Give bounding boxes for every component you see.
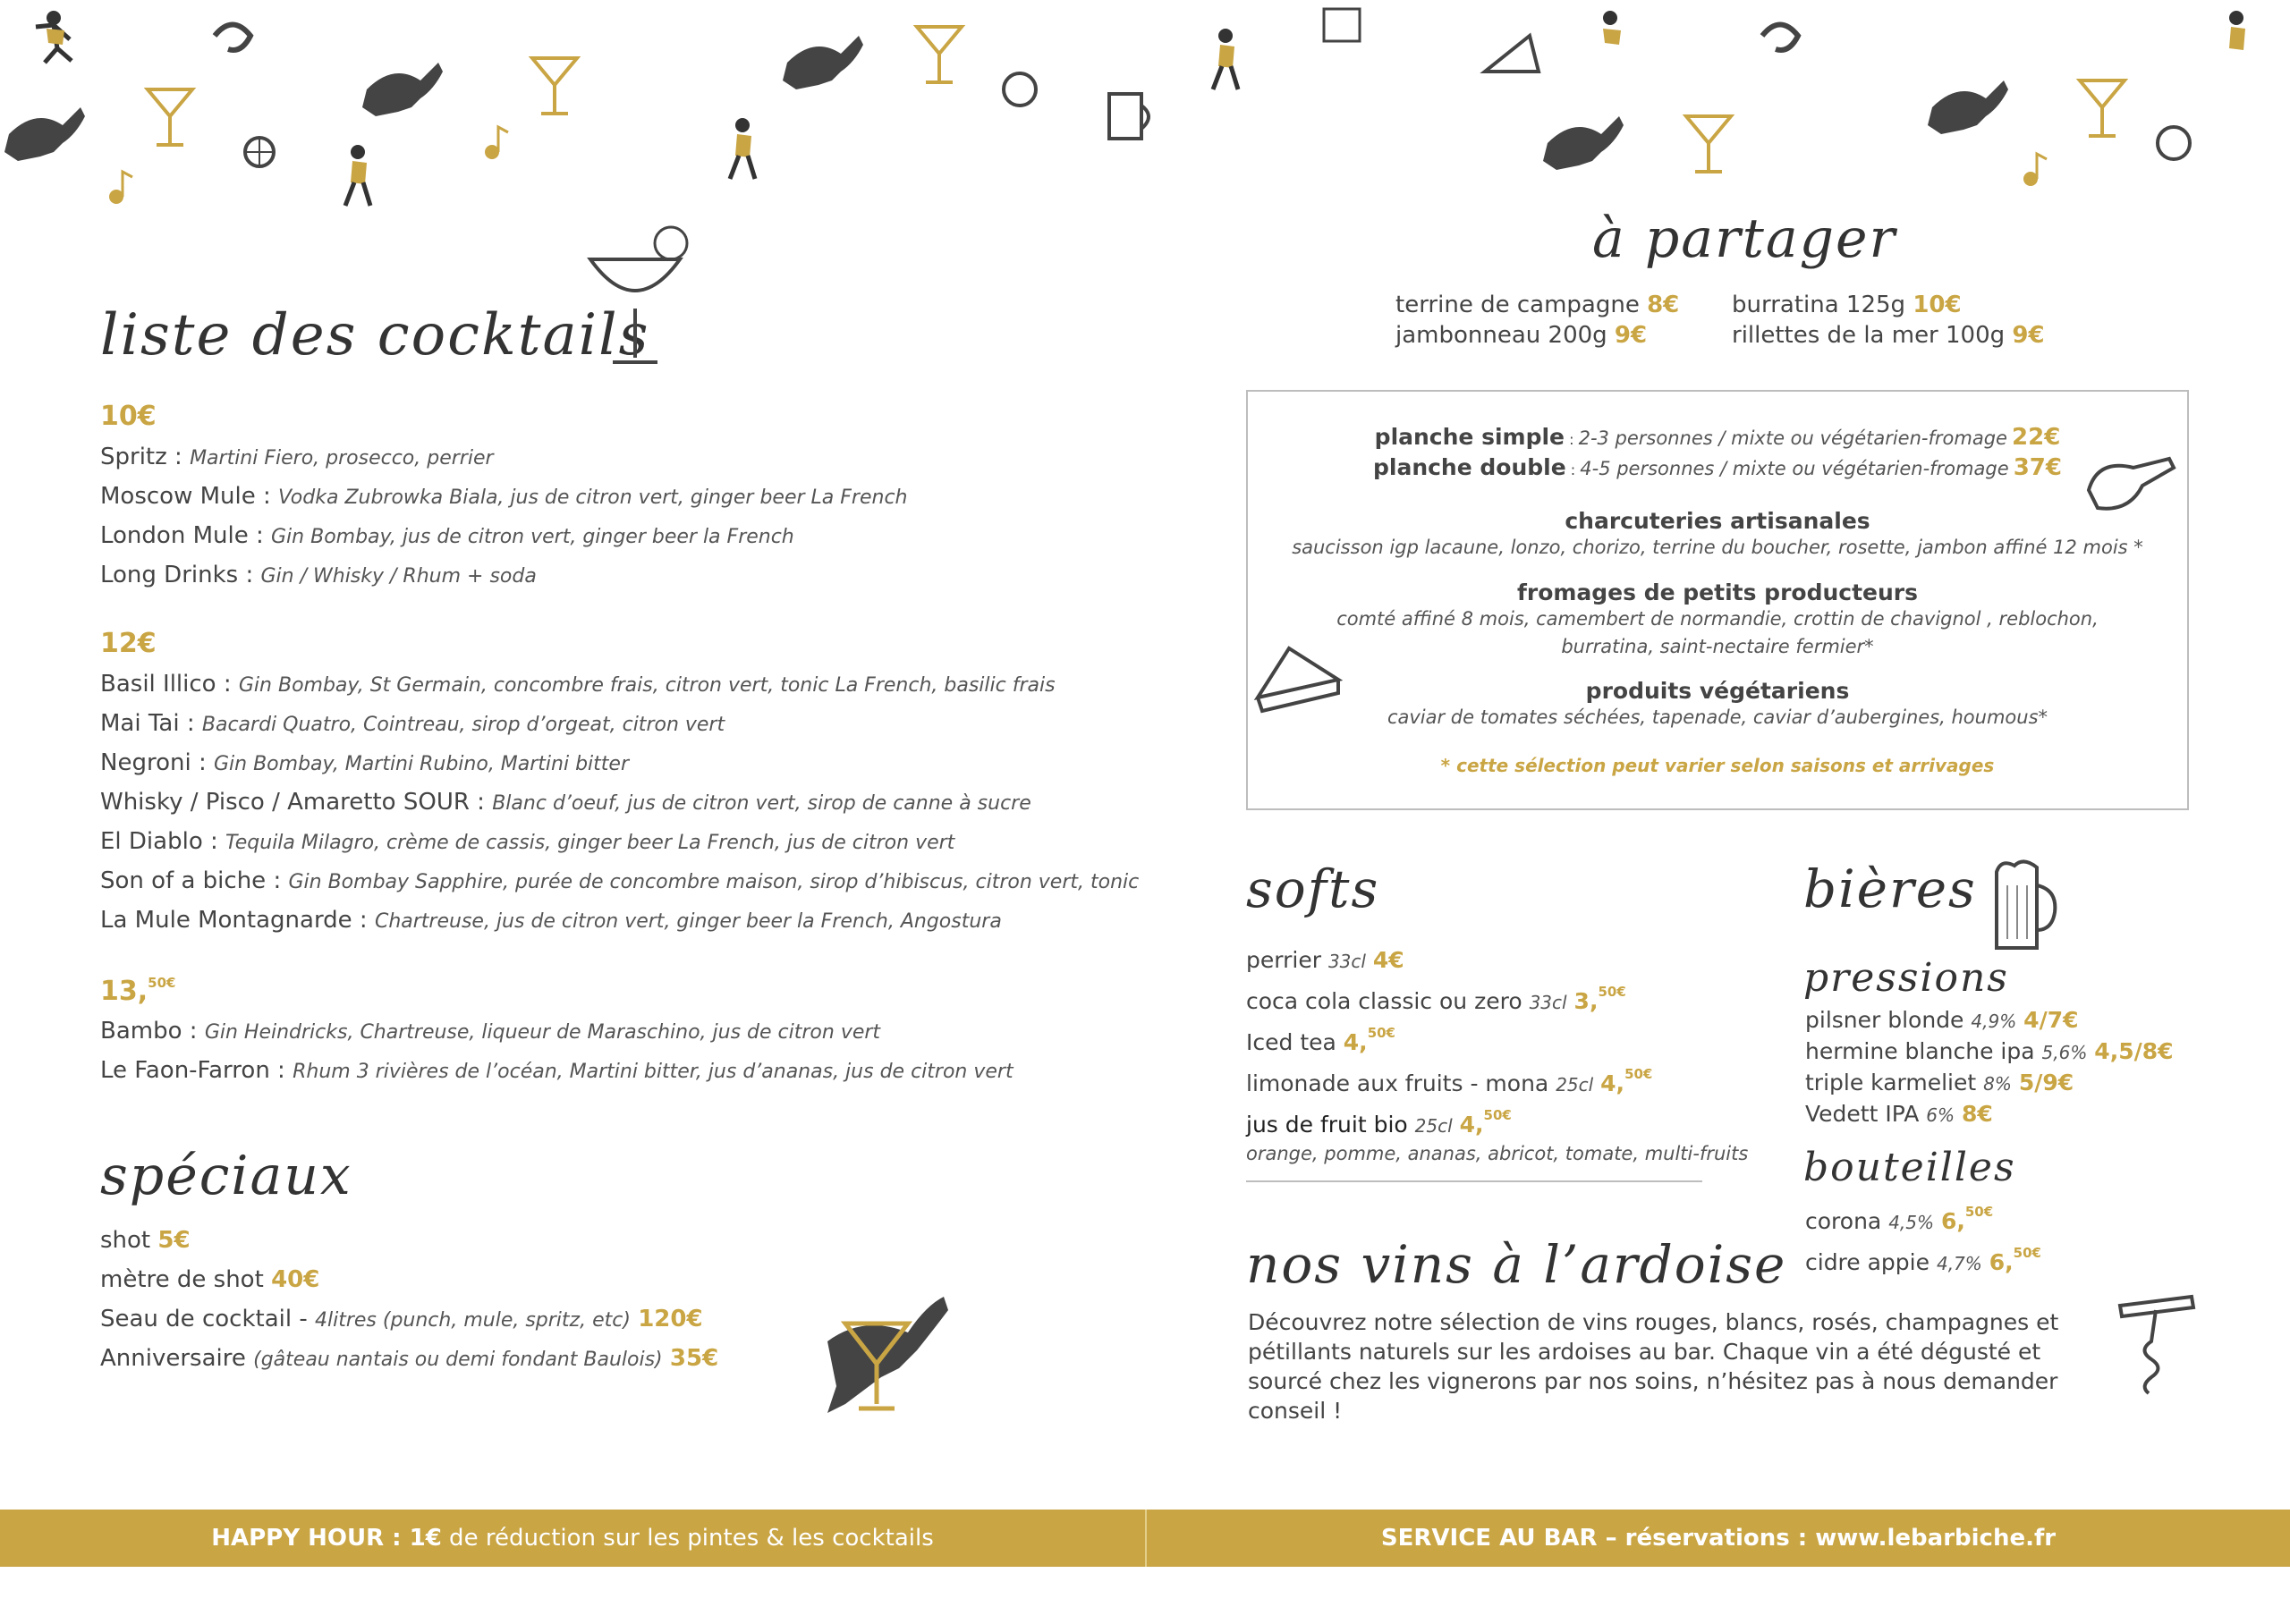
price-group-12: 12€	[100, 628, 157, 659]
beer-mug-icon	[1109, 94, 1149, 139]
cocktail-name: El Diablo	[100, 828, 203, 855]
lemon-icon	[245, 138, 274, 166]
partager-price: 9€	[1614, 322, 1648, 349]
soft-name: Iced tea	[1246, 1029, 1336, 1055]
special-price: 40€	[271, 1266, 320, 1293]
bottle-abv: 4,7%	[1936, 1253, 1982, 1274]
cocktail-list-10	[100, 438, 907, 596]
bottle-price: 6,	[1989, 1249, 2014, 1275]
soft-price: 4,	[1459, 1112, 1484, 1138]
juice-flavors: orange, pomme, ananas, abricot, tomate, multi-fruits	[1246, 1143, 1749, 1164]
cocktail-item: Whisky / Pisco / Amaretto SOUR : Blanc d’oeuf, jus de citron vert, sirop de canne à sucre	[100, 789, 1031, 816]
deer-icon	[1543, 116, 1624, 170]
partager-item	[1395, 322, 1647, 349]
lemon-icon	[2158, 127, 2190, 159]
partager-name: burratina 125g	[1732, 292, 1906, 318]
partager-price: 9€	[2012, 322, 2045, 349]
cocktail-desc: Bacardi Quatro, Cointreau, sirop d’orgeat, citron vert	[201, 714, 725, 736]
section-line: comté affiné 8 mois, camembert de normandie, crottin de chavignol , reblochon,	[1336, 608, 2099, 630]
happy-hour-text: de réduction sur les pintes & les cocktails	[441, 1525, 934, 1552]
beer-mug-icon	[1988, 859, 2059, 957]
planche-double: planche double : 4-5 personnes / mixte ou végétarien-fromage 37€	[1372, 454, 2062, 481]
special-name: mètre de shot	[100, 1266, 264, 1293]
cocktail-desc: Gin Bombay, jus de citron vert, ginger beer la French	[271, 526, 794, 548]
music-note-icon	[109, 172, 132, 204]
soft-item	[1246, 977, 1748, 1018]
soft-size: 33cl	[1327, 951, 1366, 972]
softs-list	[1246, 935, 1748, 1166]
cocktail-item: Mai Tai : Bacardi Quatro, Cointreau, sirop d’orgeat, citron vert	[100, 710, 725, 737]
special-item	[100, 1261, 718, 1300]
beer-price: 5/9€	[2018, 1070, 2074, 1095]
deer-martini-icon	[810, 1288, 962, 1422]
beer-item	[1805, 1099, 2174, 1130]
special-name: shot	[100, 1227, 151, 1254]
cocktail-name: Bambo	[100, 1018, 182, 1045]
cocktail-item: Spritz : Martini Fiero, prosecco, perrier	[100, 444, 494, 470]
vins-text: Découvrez notre sélection de vins rouges, blancs, rosés, champagnes et pétillants naturels sur les ardoises au bar. Chaque vin a été dégusté et sourcé chez les vignerons par nos soins, n’hésitez pas à nous demander conseil !	[1248, 1309, 2059, 1424]
charcuteries-section	[1248, 508, 2187, 562]
soft-cents: 50€	[1483, 1107, 1512, 1123]
cocktail-item: Le Faon-Farron : Rhum 3 rivières de l’océan, Martini bitter, jus d’ananas, jus de citron vert	[100, 1057, 1014, 1084]
beer-name: triple karmeliet	[1805, 1070, 1977, 1095]
cocktail-name: Spritz	[100, 444, 167, 470]
dancer-icon	[345, 145, 370, 206]
partager-title: à partager	[1592, 207, 1897, 270]
shrimp-icon	[1762, 25, 1798, 51]
cocktail-desc: Gin Bombay, St Germain, concombre frais, citron vert, tonic La French, basilic frais	[238, 674, 1056, 697]
lemon-icon	[1004, 73, 1036, 106]
soft-name: jus de fruit bio	[1246, 1112, 1408, 1138]
section-title: charcuteries artisanales	[1565, 508, 1870, 534]
cocktails-title: liste des cocktails	[100, 302, 650, 368]
cocktail-name: London Mule	[100, 522, 249, 549]
fromages-section	[1248, 579, 2187, 661]
cocktail-name: Whisky / Pisco / Amaretto SOUR	[100, 789, 470, 816]
bottle-abv: 4,5%	[1888, 1212, 1934, 1233]
special-name: Anniversaire	[100, 1345, 246, 1372]
soft-size: 25cl	[1414, 1115, 1453, 1137]
cocktail-item: El Diablo : Tequila Milagro, crème de cassis, ginger beer La French, jus de citron vert	[100, 828, 955, 855]
soft-item	[1246, 1018, 1748, 1059]
dancer-icon	[1213, 29, 1238, 89]
reservation-link[interactable]: – réservations : www.lebarbiche.fr	[1597, 1525, 2057, 1552]
cocktail-desc: Gin Bombay, Martini Rubino, Martini bitter	[213, 753, 630, 775]
cocktail-item: La Mule Montagnarde : Chartreuse, jus de citron vert, ginger beer la French, Angostura	[100, 907, 1002, 934]
cocktail-desc: Gin Bombay Sapphire, purée de concombre maison, sirop d’hibiscus, citron vert, tonic	[288, 871, 1140, 893]
cocktail-desc: Rhum 3 rivières de l’océan, Martini bitter, jus d’ananas, jus de citron vert	[293, 1061, 1014, 1083]
deer-icon	[783, 36, 863, 89]
cocktail-name: Moscow Mule	[100, 483, 256, 510]
cocktail-name: Negroni	[100, 749, 191, 776]
top-decoration	[0, 0, 2290, 233]
price-whole: 13,	[100, 976, 148, 1007]
bottle-cents: 50€	[1964, 1204, 1994, 1220]
footer-bar	[0, 1510, 2290, 1567]
cocktail-item: Basil Illico : Gin Bombay, St Germain, concombre frais, citron vert, tonic La French, basilic frais	[100, 671, 1056, 698]
special-item	[100, 1300, 718, 1340]
cocktail-name: Le Faon-Farron	[100, 1057, 270, 1084]
cocktail-desc: Gin Heindricks, Chartreuse, liqueur de Maraschino, jus de citron vert	[204, 1021, 881, 1044]
shrimp-icon	[215, 25, 250, 51]
section-line: saucisson igp lacaune, lonzo, chorizo, terrine du boucher, rosette, jambon affiné 12 mois *	[1292, 537, 2143, 558]
cocktail-desc: Blanc d’oeuf, jus de citron vert, sirop de canne à sucre	[492, 792, 1031, 815]
planche-simple-desc: 2-3 personnes / mixte ou végétarien-fromage	[1578, 427, 2007, 449]
deer-icon	[4, 107, 85, 161]
cocktail-item: Moscow Mule : Vodka Zubrowka Biala, jus de citron vert, ginger beer La French	[100, 483, 908, 510]
partager-price: 8€	[1647, 292, 1680, 318]
ice-cube-icon	[1324, 9, 1360, 41]
dancer-icon	[730, 118, 755, 179]
ham-icon	[2080, 454, 2178, 517]
soft-price: 4,	[1343, 1029, 1368, 1055]
corkscrew-icon	[2111, 1288, 2201, 1395]
beer-price: 4,5/8€	[2094, 1038, 2174, 1064]
softs-title: softs	[1246, 859, 1380, 919]
cocktail-item: London Mule : Gin Bombay, jus de citron vert, ginger beer la French	[100, 522, 794, 549]
price-cents: 50€	[148, 975, 176, 991]
cocktail-desc: Tequila Milagro, crème de cassis, ginger beer La French, jus de citron vert	[225, 832, 955, 854]
soft-cents: 50€	[1624, 1066, 1653, 1082]
planche-simple: planche simple : 2-3 personnes / mixte ou végétarien-fromage 22€	[1374, 424, 2061, 451]
special-desc: (gâteau nantais ou demi fondant Baulois)	[253, 1349, 663, 1371]
special-price: 35€	[669, 1345, 719, 1372]
special-desc: 4litres (punch, mule, spritz, etc)	[314, 1309, 631, 1332]
vins-divider	[1246, 1180, 1702, 1182]
soft-item	[1246, 1059, 1748, 1100]
cocktail-name: Long Drinks	[100, 562, 239, 588]
speciaux-list	[100, 1222, 718, 1379]
cocktail-item: Long Drinks : Gin / Whisky / Rhum + soda	[100, 562, 537, 588]
happy-hour-banner	[0, 1510, 1145, 1567]
beer-abv: 5,6%	[2041, 1042, 2088, 1063]
bouteilles-list	[1805, 1197, 2041, 1279]
planche-simple-price: 22€	[2012, 424, 2061, 451]
martini-glass-icon	[148, 89, 192, 145]
martini-glass-icon	[532, 58, 577, 114]
beer-item	[1805, 1005, 2174, 1036]
partager-name: jambonneau 200g	[1395, 322, 1607, 349]
soft-size: 33cl	[1529, 992, 1567, 1013]
beer-name: hermine blanche ipa	[1805, 1038, 2035, 1064]
beer-item	[1805, 1036, 2174, 1068]
bouteilles-title: bouteilles	[1803, 1145, 2016, 1190]
cocktail-desc: Martini Fiero, prosecco, perrier	[190, 447, 494, 469]
vegetariens-section	[1248, 678, 2187, 732]
music-note-icon	[2023, 154, 2047, 186]
bottle-price: 6,	[1940, 1208, 1965, 1234]
cocktail-name: Mai Tai	[100, 710, 180, 737]
music-note-icon	[485, 127, 508, 159]
special-name: Seau de cocktail -	[100, 1306, 308, 1332]
soft-name: perrier	[1246, 947, 1321, 973]
beer-item	[1805, 1068, 2174, 1099]
soft-size: 25cl	[1556, 1074, 1594, 1095]
section-title: fromages de petits producteurs	[1516, 579, 1919, 605]
soft-name: limonade aux fruits - mona	[1246, 1070, 1549, 1096]
partager-item	[1732, 322, 2045, 349]
beer-price: 4/7€	[2023, 1007, 2079, 1033]
cocktail-name: Basil Illico	[100, 671, 216, 698]
cocktail-name: Son of a biche	[100, 867, 267, 894]
section-line: burratina, saint-nectaire fermier*	[1561, 636, 1874, 657]
soft-cents: 50€	[1367, 1025, 1395, 1041]
pressions-title: pressions	[1803, 955, 2009, 1001]
dancer-icon	[2229, 11, 2245, 50]
martini-glass-icon	[2080, 80, 2125, 136]
deer-icon	[1928, 80, 2008, 134]
planche-double-name: planche double	[1372, 454, 1566, 480]
planche-box	[1246, 390, 2189, 810]
partager-item	[1732, 292, 1962, 318]
pressions-list	[1805, 1005, 2174, 1130]
partager-name: terrine de campagne	[1395, 292, 1640, 318]
planche-double-desc: 4-5 personnes / mixte ou végétarien-fromage	[1580, 458, 2009, 479]
beer-abv: 6%	[1926, 1104, 1955, 1126]
section-title: produits végétariens	[1585, 678, 1850, 704]
cocktail-name: La Mule Montagnarde	[100, 907, 352, 934]
speciaux-title: spéciaux	[100, 1145, 352, 1207]
cheese-icon	[1485, 36, 1539, 72]
partager-price: 10€	[1913, 292, 1962, 318]
dancer-icon	[1603, 11, 1621, 45]
special-price: 120€	[638, 1306, 703, 1332]
martini-glass-icon	[917, 27, 962, 82]
margarita-icon	[581, 224, 689, 376]
price-group-10: 10€	[100, 401, 157, 432]
happy-hour-label: HAPPY HOUR : 1€	[211, 1525, 442, 1552]
dancer-icon	[36, 11, 72, 63]
bieres-title: bières	[1803, 859, 1977, 919]
cocktail-list-12	[100, 665, 1139, 941]
cocktail-desc: Vodka Zubrowka Biala, jus de citron vert, ginger beer La French	[278, 486, 908, 509]
soft-item	[1246, 1100, 1748, 1141]
martini-glass-icon	[1686, 116, 1731, 172]
bottle-name: cidre appie	[1805, 1249, 1930, 1275]
bottle-name: corona	[1805, 1208, 1882, 1234]
beer-abv: 4,9%	[1971, 1011, 2017, 1032]
cocktail-item: Bambo : Gin Heindricks, Chartreuse, liqueur de Maraschino, jus de citron vert	[100, 1018, 881, 1045]
beer-abv: 8%	[1983, 1073, 2012, 1095]
vins-title: nos vins à l’ardoise	[1246, 1234, 1787, 1295]
cocktail-item: Son of a biche : Gin Bombay Sapphire, purée de concombre maison, sirop d’hibiscus, citron vert, tonic	[100, 867, 1140, 894]
planche-note: * cette sélection peut varier selon saisons et arrivages	[1440, 755, 1995, 776]
special-item	[100, 1340, 718, 1379]
beer-name: Vedett IPA	[1805, 1101, 1920, 1127]
soft-item	[1246, 935, 1748, 977]
bottle-item	[1805, 1238, 2041, 1279]
cocktail-desc: Chartreuse, jus de citron vert, ginger beer la French, Angostura	[374, 910, 1002, 933]
cocktail-list-13-50	[100, 1012, 1014, 1091]
section-line: caviar de tomates séchées, tapenade, caviar d’aubergines, houmous*	[1387, 706, 2048, 728]
cocktail-desc: Gin / Whisky / Rhum + soda	[260, 565, 537, 588]
bottle-item	[1805, 1197, 2041, 1238]
soft-cents: 50€	[1598, 984, 1626, 1000]
partager-item	[1395, 292, 1679, 318]
planche-simple-name: planche simple	[1374, 424, 1565, 450]
price-group-13-50	[100, 975, 175, 1007]
deer-icon	[362, 63, 443, 116]
soft-price: 3,	[1573, 988, 1599, 1014]
bottle-cents: 50€	[2013, 1245, 2041, 1261]
soft-price: 4,	[1600, 1070, 1625, 1096]
partager-name: rillettes de la mer 100g	[1732, 322, 2006, 349]
special-item	[100, 1222, 718, 1261]
soft-price: 4€	[1372, 947, 1404, 973]
soft-name: coca cola classic ou zero	[1246, 988, 1522, 1014]
beer-price: 8€	[1961, 1101, 1993, 1127]
planche-double-price: 37€	[2013, 454, 2062, 481]
cocktail-item: Negroni : Gin Bombay, Martini Rubino, Martini bitter	[100, 749, 630, 776]
special-price: 5€	[157, 1227, 191, 1254]
beer-name: pilsner blonde	[1805, 1007, 1964, 1033]
service-banner	[1147, 1510, 2290, 1567]
service-label: SERVICE AU BAR	[1380, 1525, 1598, 1552]
cheese-icon	[1253, 644, 1343, 715]
